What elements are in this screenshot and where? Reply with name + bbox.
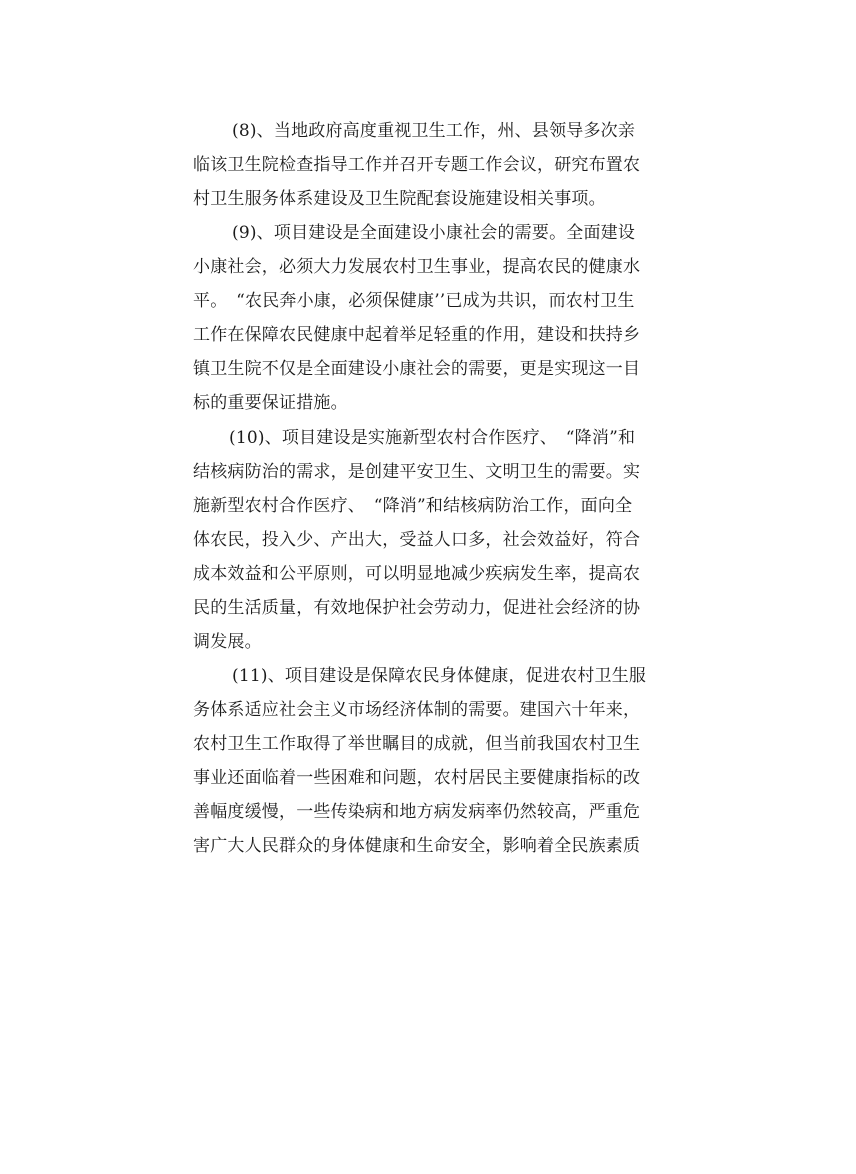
paragraph-9-line-4: 工作在保障农民健康中起着举足轻重的作用，建设和扶持乡 [193,325,641,345]
paragraph-8-line-2: 临该卫生院检查指导工作并召开专题工作会议，研究布置农 [193,155,641,175]
paragraph-9-line-5: 镇卫生院不仅是全面建设小康社会的需要，更是实现这一目 [193,359,641,379]
paragraph-8-line-3: 村卫生服务体系建设及卫生院配套设施建设相关事项。 [193,189,606,209]
paragraph-10-line-2: 结核病防治的需求，是创建平安卫生、文明卫生的需要。实 [193,462,641,482]
paragraph-10-line-5: 成本效益和公平原则，可以明显地减少疾病发生率，提高农 [193,564,641,584]
paragraph-9-line-2: 小康社会，必须大力发展农村卫生事业，提高农民的健康水 [193,257,641,277]
paragraph-10-line-7: 调发展。 [193,632,262,652]
paragraph-11-line-2: 务体系适应社会主义市场经济体制的需要。建国六十年来， [193,700,641,720]
paragraph-9-line-1: (9)、项目建设是全面建设小康社会的需要。全面建设 [232,223,636,243]
paragraph-9-line-6: 标的重要保证措施。 [193,393,348,413]
paragraph-11-line-4: 事业还面临着一些困难和问题，农村居民主要健康指标的改 [193,768,641,788]
paragraph-9-line-3: 平。 “农民奔小康，必须保健康’’已成为共识，而农村卫生 [193,291,635,311]
paragraph-11-line-1: (11)、项目建设是保障农民身体健康，促进农村卫生服 [232,666,647,686]
paragraph-10-line-4: 体农民，投入少、产出大，受益人口多，社会效益好，符合 [193,530,641,550]
paragraph-10-line-1: (10)、项目建设是实施新型农村合作医疗、 “降消”和 [229,428,636,448]
paragraph-11-line-6: 害广大人民群众的身体健康和生命安全，影响着全民族素质 [193,836,641,856]
paragraph-8-line-1: (8)、当地政府高度重视卫生工作，州、县领导多次亲 [232,121,636,141]
paragraph-10-line-6: 民的生活质量，有效地保护社会劳动力，促进社会经济的协 [193,598,641,618]
paragraph-11-line-5: 善幅度缓慢，一些传染病和地方病发病率仍然较高，严重危 [193,802,641,822]
paragraph-11-line-3: 农村卫生工作取得了举世瞩目的成就，但当前我国农村卫生 [193,734,641,754]
paragraph-10-line-3: 施新型农村合作医疗、 “降消”和结核病防治工作，面向全 [193,496,633,516]
